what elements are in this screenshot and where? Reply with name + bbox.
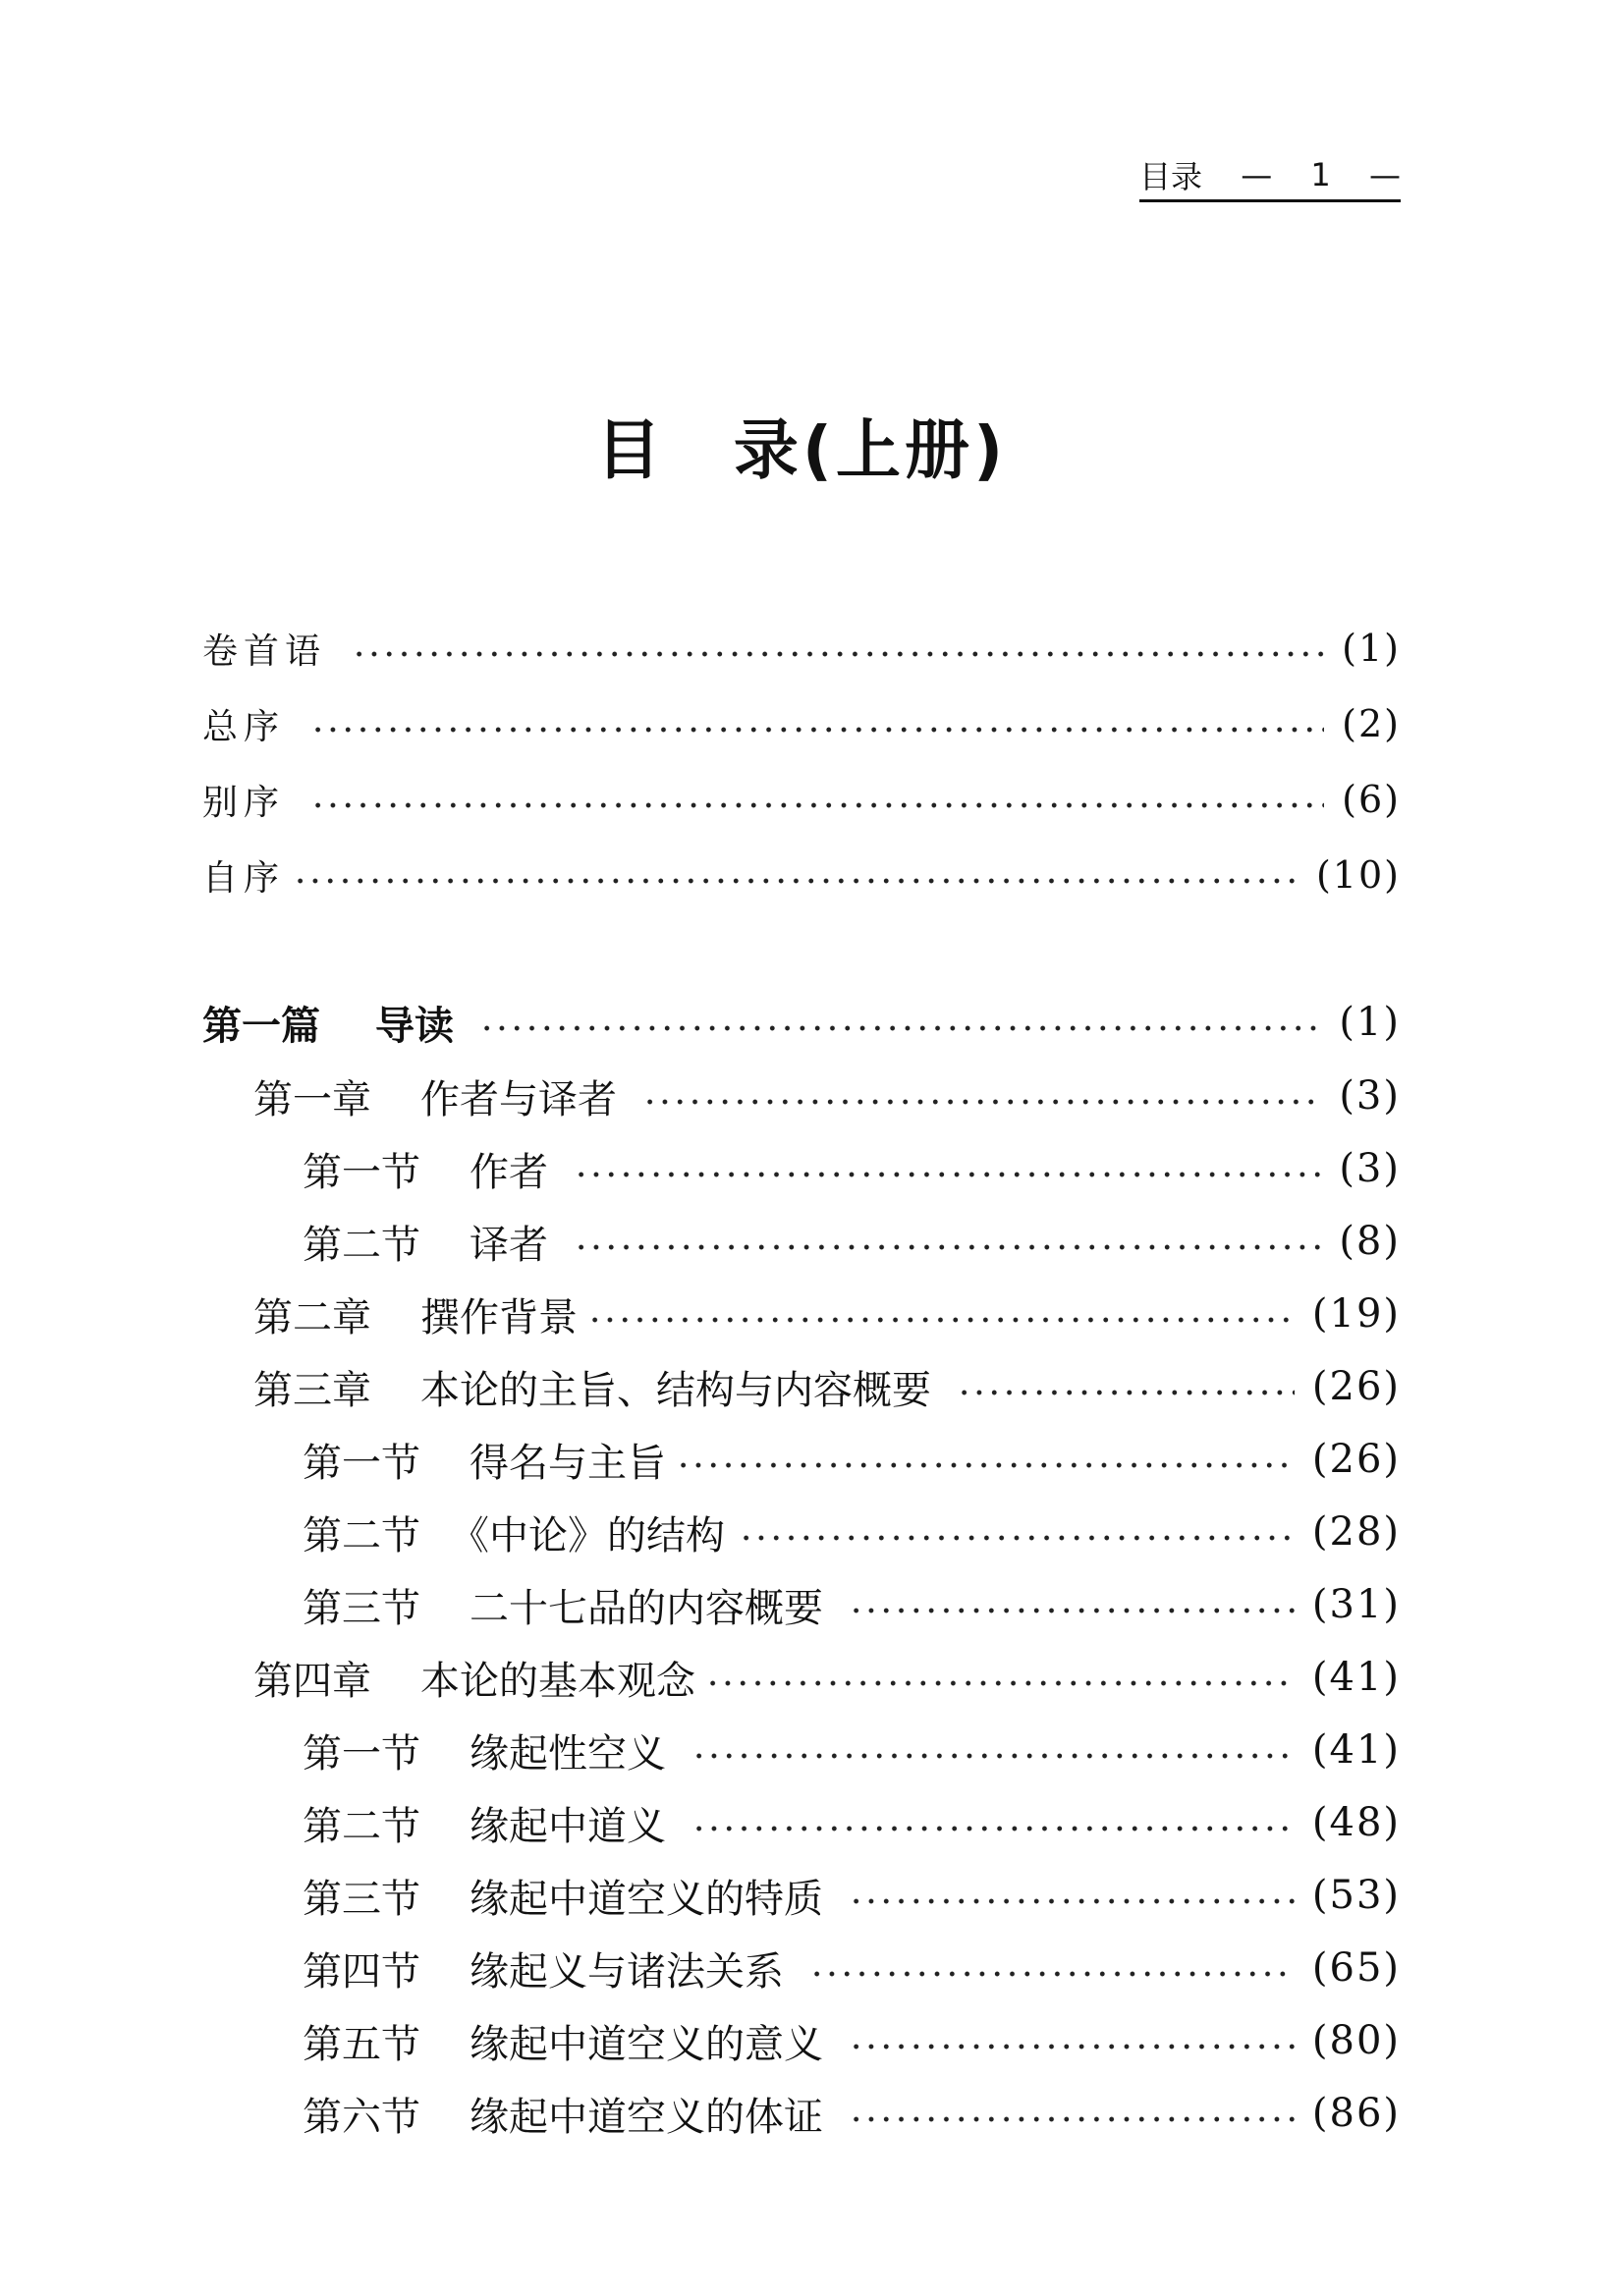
toc-entry-page: (3) — [1339, 1146, 1401, 1191]
toc-entry-number: 第一节 — [303, 1149, 420, 1195]
toc-entry-title: 译者 — [470, 1222, 548, 1268]
toc-entry-front[interactable] — [202, 772, 1401, 827]
dot-leader — [352, 649, 1324, 659]
dot-leader — [310, 800, 1324, 810]
toc-entry-title: 本论的基本观念 — [420, 1658, 695, 1704]
toc-entry-title: 本论的主旨、结构与内容概要 — [420, 1367, 931, 1413]
toc-entry-page: (26) — [1311, 1364, 1401, 1409]
toc-entry-page: (53) — [1311, 1873, 1401, 1918]
toc-entry-page: (86) — [1311, 2091, 1401, 2136]
toc-entry-front[interactable] — [202, 696, 1401, 751]
toc-entry-section[interactable] — [303, 1795, 1401, 1850]
page-title-rest: 录(上册) — [733, 412, 1008, 488]
page-title-main: 目 — [595, 412, 665, 488]
toc-entry-page: (6) — [1342, 778, 1401, 821]
dot-leader — [310, 725, 1324, 735]
dot-leader — [479, 1023, 1321, 1033]
toc-entry-page: (1) — [1342, 627, 1401, 670]
dot-leader — [691, 1751, 1295, 1761]
toc-entry-number: 第三节 — [303, 1585, 420, 1631]
toc-entry-section[interactable] — [303, 1504, 1401, 1559]
toc-entry-number: 第五节 — [303, 2021, 420, 2067]
dot-leader — [705, 1678, 1295, 1688]
toc-entry-page: (19) — [1311, 1291, 1401, 1337]
toc-entry-page: (2) — [1342, 702, 1401, 745]
toc-entry-title: 缘起中道空义的意义 — [470, 2021, 823, 2067]
toc-entry-title: 缘起中道空义的特质 — [470, 1876, 823, 1922]
toc-entry-page: (3) — [1339, 1073, 1401, 1119]
toc-entry-section[interactable] — [303, 2086, 1401, 2141]
dot-leader — [676, 1460, 1295, 1470]
running-head-page-number: 1 — [1310, 155, 1331, 193]
dot-leader — [642, 1097, 1321, 1107]
toc-entry-number: 第二节 — [303, 1803, 420, 1849]
toc-entry-chapter[interactable] — [253, 1286, 1401, 1341]
toc-entry-chapter[interactable] — [253, 1068, 1401, 1123]
toc-entry-title: 缘起中道义 — [470, 1803, 666, 1849]
toc-entry-title: 自序 — [202, 857, 286, 899]
toc-entry-title: 导读 — [375, 1003, 454, 1049]
toc-entry-page: (10) — [1315, 853, 1401, 897]
toc-entry-part[interactable] — [202, 995, 1401, 1050]
toc-entry-number: 第六节 — [303, 2094, 420, 2140]
dot-leader — [574, 1170, 1321, 1179]
toc-entry-number: 第一篇 — [202, 1003, 320, 1049]
running-head — [1139, 155, 1401, 202]
dot-leader — [739, 1533, 1295, 1543]
toc-entry-page: (28) — [1311, 1509, 1401, 1555]
toc-entry-number: 第一章 — [253, 1076, 371, 1122]
dot-leader — [849, 1606, 1295, 1615]
toc-entry-section[interactable] — [303, 1141, 1401, 1196]
toc-entry-number: 第四节 — [303, 1948, 420, 1995]
toc-entry-number: 第二节 — [303, 1222, 420, 1268]
toc-entry-section[interactable] — [303, 1577, 1401, 1632]
toc-entry-section[interactable] — [303, 1941, 1401, 1995]
toc-entry-title: 缘起义与诸法关系 — [470, 1948, 784, 1995]
toc-entry-chapter[interactable] — [253, 1359, 1401, 1414]
toc-entry-page: (1) — [1339, 1000, 1401, 1045]
page-title — [0, 398, 1603, 491]
dot-leader — [809, 1969, 1295, 1979]
dot-leader — [849, 2042, 1295, 2051]
toc-entry-front[interactable] — [202, 847, 1401, 902]
dot-leader — [587, 1315, 1295, 1325]
toc-entry-page: (65) — [1311, 1945, 1401, 1991]
toc-entry-number: 第三节 — [303, 1876, 420, 1922]
toc-entry-section[interactable] — [303, 1868, 1401, 1923]
toc-entry-title: 得名与主旨 — [470, 1440, 666, 1486]
toc-entry-front[interactable] — [202, 621, 1401, 676]
toc-entry-number: 第二节 — [303, 1512, 420, 1558]
toc-entry-page: (80) — [1311, 2018, 1401, 2063]
toc-entry-title: 作者与译者 — [420, 1076, 617, 1122]
toc-entry-title: 卷首语 — [202, 630, 327, 672]
toc-entry-title: 《中论》的结构 — [450, 1512, 725, 1558]
toc-entry-title: 缘起性空义 — [470, 1730, 666, 1777]
toc-entry-title: 作者 — [470, 1149, 548, 1195]
toc-entry-section[interactable] — [303, 1214, 1401, 1269]
toc-entry-page: (31) — [1311, 1582, 1401, 1627]
toc-entry-title: 撰作背景 — [420, 1294, 578, 1340]
toc-entry-title: 总序 — [202, 706, 286, 747]
running-head-dash-right: — — [1368, 155, 1401, 193]
toc-entry-page: (41) — [1311, 1655, 1401, 1700]
dot-leader — [574, 1242, 1321, 1252]
toc-entry-page: (26) — [1311, 1437, 1401, 1482]
toc-entry-number: 第一节 — [303, 1440, 420, 1486]
toc-entry-title: 缘起中道空义的体证 — [470, 2094, 823, 2140]
running-head-dash-left: — — [1241, 155, 1273, 193]
toc-entry-page: (48) — [1311, 1800, 1401, 1845]
toc-entry-section[interactable] — [303, 1432, 1401, 1487]
dot-leader — [957, 1388, 1295, 1397]
toc-entry-title: 二十七品的内容概要 — [470, 1585, 823, 1631]
toc-entry-page: (8) — [1339, 1219, 1401, 1264]
running-head-section: 目录 — [1139, 157, 1203, 195]
toc-entry-title: 别序 — [202, 782, 286, 823]
toc-entry-section[interactable] — [303, 1722, 1401, 1777]
toc-entry-chapter[interactable] — [253, 1650, 1401, 1705]
dot-leader — [691, 1824, 1295, 1833]
dot-leader — [849, 2114, 1295, 2124]
dot-leader — [849, 1896, 1295, 1906]
toc-entry-number: 第一节 — [303, 1730, 420, 1777]
dot-leader — [293, 876, 1299, 886]
toc-entry-number: 第二章 — [253, 1294, 371, 1340]
toc-entry-section[interactable] — [303, 2013, 1401, 2068]
toc-entry-page: (41) — [1311, 1727, 1401, 1773]
toc-entry-number: 第三章 — [253, 1367, 371, 1413]
toc-entry-number: 第四章 — [253, 1658, 371, 1704]
